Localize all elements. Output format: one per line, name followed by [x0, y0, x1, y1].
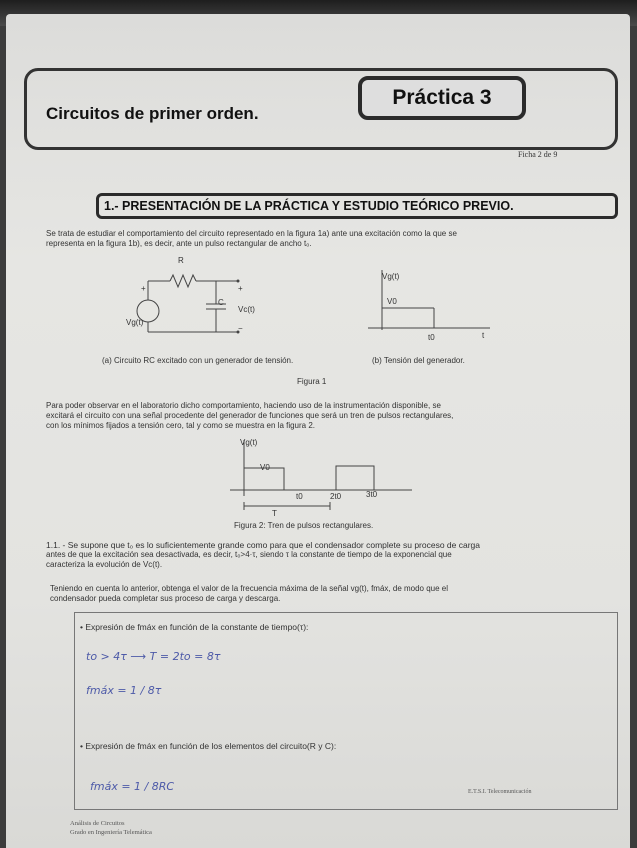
figure1a-caption: (a) Circuito RC excitado con un generador de tensión.	[102, 356, 294, 365]
circuit-vc-label: Vc(t)	[238, 305, 255, 314]
circuit-R-label: R	[178, 256, 184, 265]
page-title: Circuitos de primer orden.	[46, 104, 259, 123]
practica-label: Práctica 3	[392, 86, 492, 109]
pulse-train-graph	[226, 440, 416, 515]
fig2-vg-label: Vg(t)	[240, 438, 258, 447]
rc-circuit-diagram	[118, 256, 278, 346]
intro-line-2: representa en la figura 1b), es decir, ante un pulso rectangular de ancho t₀.	[46, 239, 312, 248]
para2-line-3: con los mínimos fijados a tensión cero, tal y como se muestra en la figura 2.	[46, 421, 316, 430]
signal-v0-label: V0	[387, 297, 397, 306]
para2-line-2: excitará el circuito con una señal procedente del generador de funciones que será un tren de pulsos rectangulares,	[46, 411, 454, 420]
circuit-minus-output: −	[238, 324, 243, 333]
para3-line-3: caracteriza la evolución de Vc(t).	[46, 560, 163, 569]
signal-vg-label: Vg(t)	[382, 272, 400, 281]
footer-degree: Grado en Ingeniería Telemática	[70, 829, 152, 836]
handwritten-line-2: fmáx = 1 / 8τ	[86, 684, 162, 697]
fig2-t0-label: t0	[296, 492, 303, 501]
figure1b-caption: (b) Tensión del generador.	[372, 356, 465, 365]
fig2-v0-label: V0	[260, 463, 270, 472]
circuit-plus-source: +	[141, 284, 146, 293]
fig2-T-label: T	[272, 509, 277, 518]
para2-line-1: Para poder observar en el laboratorio dicho comportamiento, haciendo uso de la instrumentación disponible, se	[46, 401, 441, 410]
practica-tab	[358, 76, 526, 120]
circuit-vg-label: Vg(t)	[126, 318, 144, 327]
intro-line-1: Se trata de estudiar el comportamiento del circuito representado en la figura 1a) ante una excitación como la que se	[46, 229, 457, 238]
fig2-2t0-label: 2t0	[330, 492, 342, 501]
figure1-caption: Figura 1	[297, 377, 327, 386]
para4-line-1: Teniendo en cuenta lo anterior, obtenga el valor de la frecuencia máxima de la señal vg(t), fmáx, de modo que el	[50, 584, 449, 593]
ficha-number: Ficha 2 de 9	[518, 150, 558, 159]
footer-course: Análisis de Circuitos	[70, 820, 125, 827]
circuit-C-label: C	[218, 298, 224, 307]
signal-t0-label: t0	[428, 333, 435, 342]
footer-school: E.T.S.I. Telecomunicación	[468, 789, 532, 795]
signal-t-label: t	[482, 331, 485, 340]
figure2-caption: Figura 2: Tren de pulsos rectangulares.	[234, 521, 374, 530]
para3-line-1: 1.1. - Se supone que t₀ es lo suficientemente grande como para que el condensador complete su proceso de carga	[46, 540, 480, 550]
section-title: 1.- PRESENTACIÓN DE LA PRÁCTICA Y ESTUDIO TEÓRICO PREVIO.	[104, 199, 514, 213]
fig2-3t0-label: 3t0	[366, 490, 378, 499]
handwritten-line-3: fmáx = 1 / 8RC	[90, 780, 175, 793]
bullet-fmax-rc: • Expresión de fmáx en función de los elementos del circuito(R y C):	[80, 741, 337, 751]
para3-line-2: antes de que la excitación sea desactivada, es decir, t₀>4·τ, siendo τ la constante de tiempo de la exponencial que	[46, 550, 452, 559]
bullet-fmax-tau: • Expresión de fmáx en función de la constante de tiempo(τ):	[80, 622, 309, 632]
handwritten-line-1: to > 4τ ⟶ T = 2to = 8τ	[86, 650, 221, 663]
circuit-plus-output: +	[238, 284, 243, 293]
para4-line-2: condensador pueda completar sus proceso de carga y descarga.	[50, 594, 281, 603]
